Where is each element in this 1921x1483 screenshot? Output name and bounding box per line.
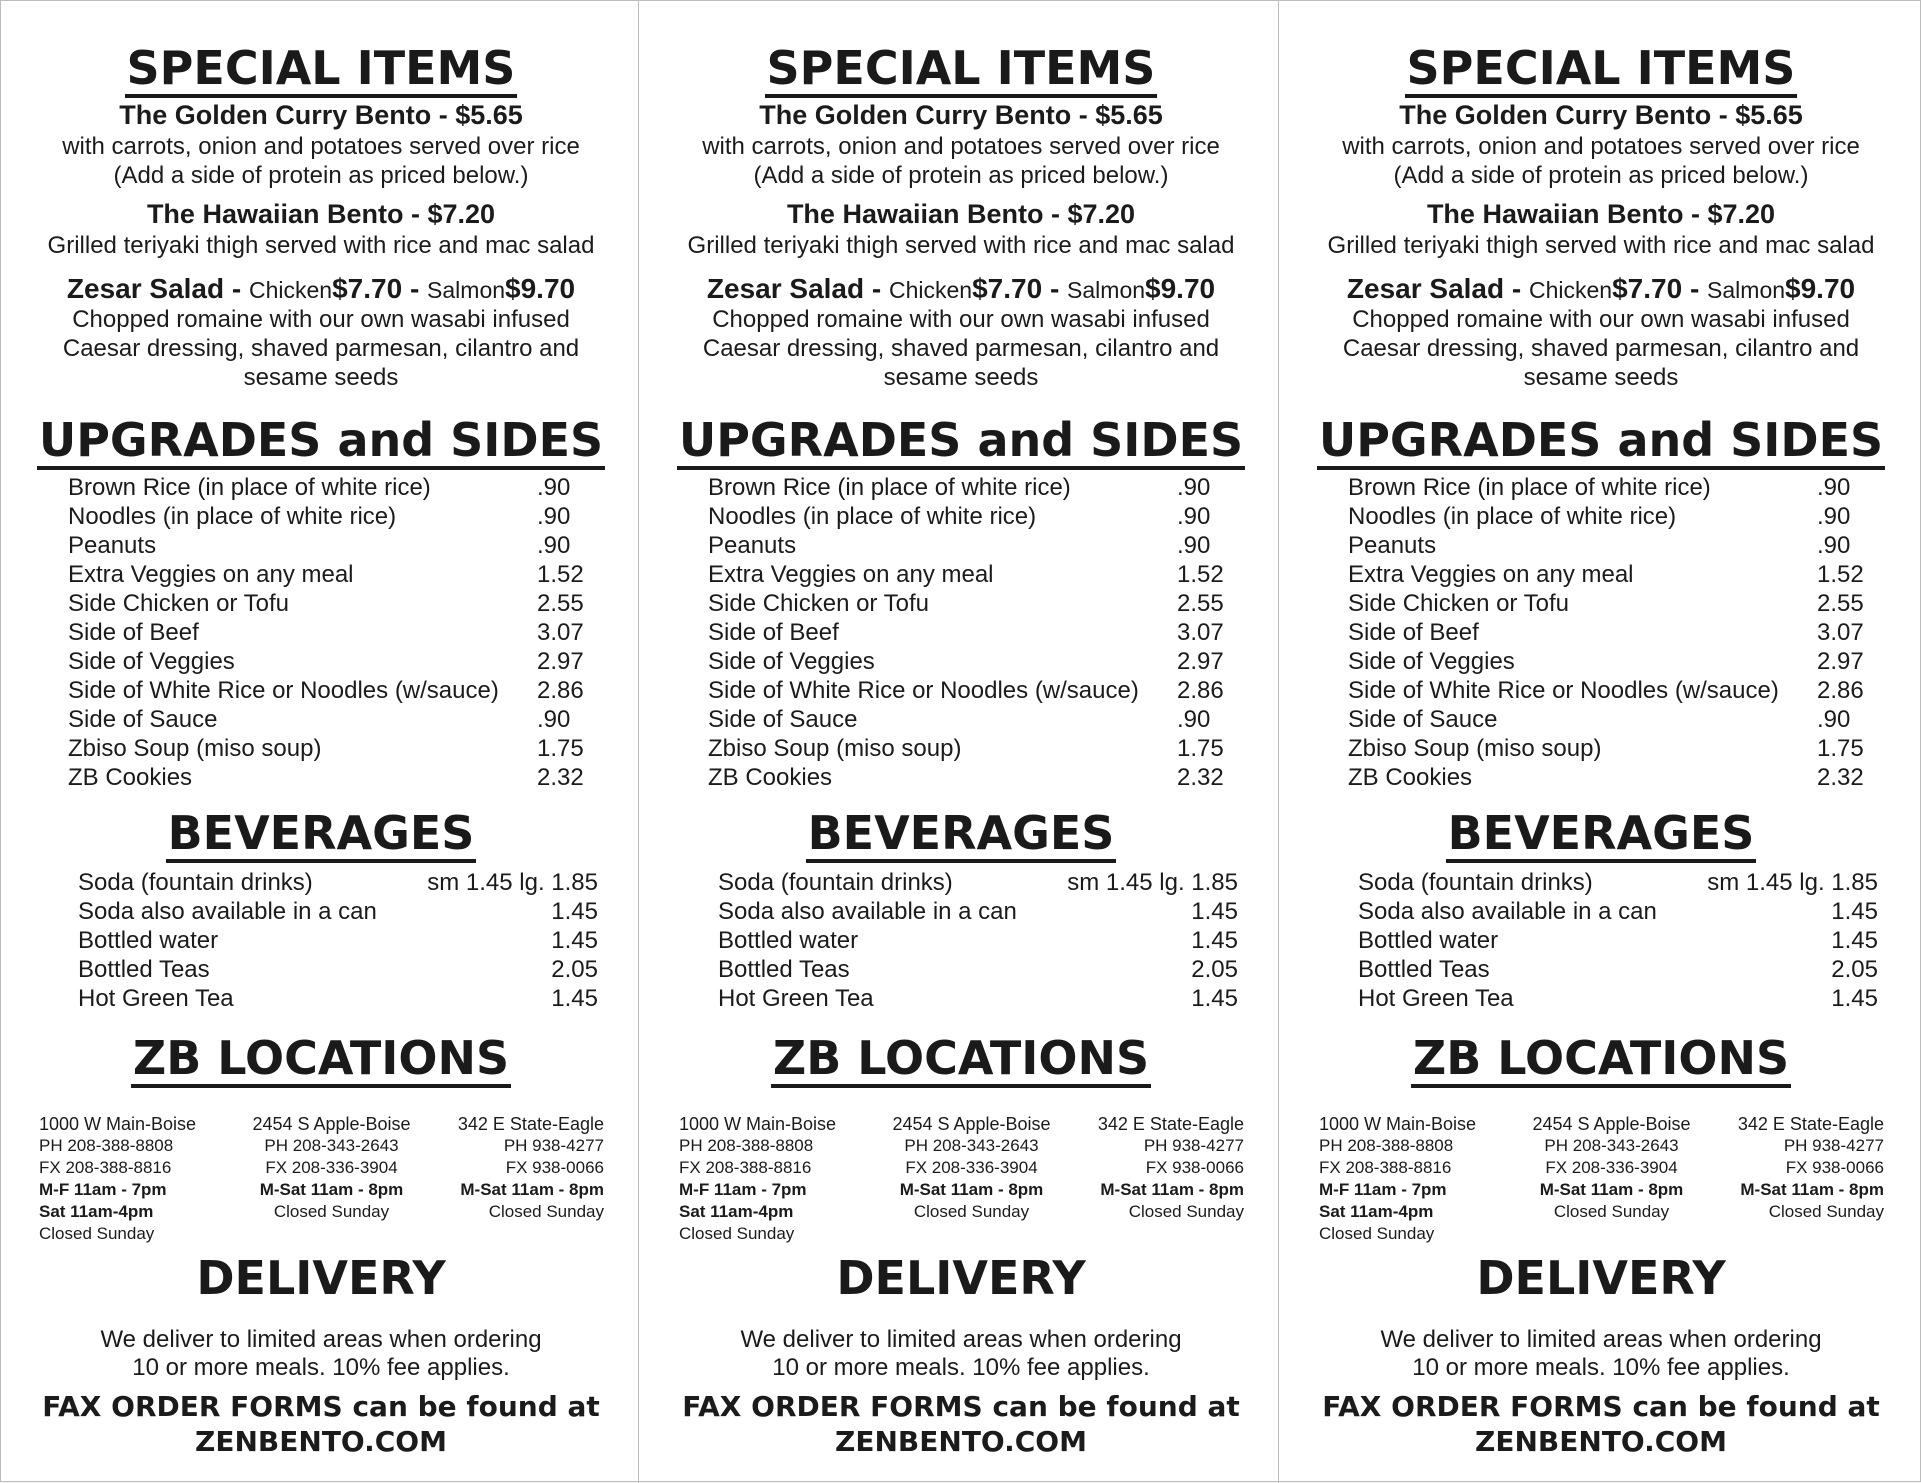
side-item — [68, 734, 608, 763]
side-item — [1348, 589, 1888, 618]
location-state-eagle — [1719, 1113, 1884, 1223]
location-hours: M-Sat 11am - 8pm — [899, 1180, 1044, 1199]
location-fax: FX 938-0066 — [505, 1158, 604, 1177]
side-item — [1348, 734, 1888, 763]
zesar-desc-2: Caesar dressing, shaved parmesan, cilantro and — [62, 335, 580, 362]
beverage-price: 2.05 — [551, 956, 598, 983]
beverage-item — [78, 984, 598, 1013]
side-item-name: Extra Veggies on any meal — [1348, 561, 1634, 588]
zesar-salmon-label: Salmon — [427, 277, 506, 303]
beverage-price: sm 1.45 lg. 1.85 — [427, 869, 598, 896]
special-items-heading: SPECIAL ITEMS — [641, 41, 1281, 98]
beverage-price: 2.05 — [1831, 956, 1878, 983]
zb-locations-heading: ZB LOCATIONS — [641, 1031, 1281, 1088]
side-item-price: 2.55 — [1177, 590, 1224, 617]
beverage-price: 1.45 — [1831, 985, 1878, 1012]
zesar-desc-1: Chopped romaine with our own wasabi infused — [72, 306, 570, 333]
side-item-name: Side Chicken or Tofu — [68, 590, 290, 617]
location-name: 1000 W Main-Boise — [1319, 1114, 1477, 1134]
beverages-list — [718, 868, 1238, 1013]
location-fax: FX 208-336-3904 — [1545, 1158, 1678, 1177]
side-item-name: Side Chicken or Tofu — [1348, 590, 1570, 617]
location-phone: PH 208-388-8808 — [679, 1136, 814, 1155]
location-fax: FX 208-336-3904 — [905, 1158, 1038, 1177]
side-item-name: Peanuts — [68, 532, 157, 559]
upgrades-sides-heading: UPGRADES and SIDES — [641, 413, 1281, 470]
location-apple-boise — [239, 1113, 424, 1223]
beverage-item — [1358, 897, 1878, 926]
delivery-line-1: We deliver to limited areas when ordering — [100, 1326, 542, 1353]
location-hours-weekday: M-F 11am - 7pm — [39, 1180, 167, 1199]
location-phone: PH 208-343-2643 — [1544, 1136, 1679, 1155]
side-item-name: Side Chicken or Tofu — [708, 590, 930, 617]
side-item-name: Extra Veggies on any meal — [68, 561, 354, 588]
menu-panel-2 — [641, 1, 1279, 1483]
side-item-name: Side of Beef — [68, 619, 199, 646]
location-name: 342 E State-Eagle — [1737, 1114, 1884, 1134]
location-apple-boise — [879, 1113, 1064, 1223]
side-item-price: .90 — [1817, 503, 1851, 530]
location-main-boise — [39, 1113, 196, 1245]
location-hours-saturday: Sat 11am-4pm — [1319, 1202, 1434, 1221]
location-name: 2454 S Apple-Boise — [1532, 1114, 1691, 1134]
side-item-price: 1.75 — [1177, 735, 1224, 762]
website-link[interactable]: ZENBENTO.COM — [835, 1425, 1087, 1458]
side-item-price: .90 — [1177, 706, 1211, 733]
fax-order-line: FAX ORDER FORMS can be found at — [42, 1390, 600, 1423]
side-item-name: Side of Veggies — [1348, 648, 1515, 675]
side-item-name: Side of White Rice or Noodles (w/sauce) — [1348, 677, 1779, 704]
side-item-price: .90 — [1817, 532, 1851, 559]
beverage-name: Soda (fountain drinks) — [78, 869, 313, 896]
location-closed: Closed Sunday — [273, 1202, 390, 1221]
zesar-desc-3: sesame seeds — [1523, 364, 1679, 391]
side-item — [68, 473, 608, 502]
side-item — [68, 560, 608, 589]
zesar-salmon-price: $9.70 — [1785, 273, 1856, 304]
side-item-name: Noodles (in place of white rice) — [1348, 503, 1677, 530]
fax-order-note — [1, 1389, 641, 1459]
menu-panel-3 — [1281, 1, 1919, 1483]
location-closed: Closed Sunday — [1768, 1202, 1884, 1221]
location-phone: PH 208-343-2643 — [264, 1136, 399, 1155]
fax-order-line: FAX ORDER FORMS can be found at — [1322, 1390, 1880, 1423]
zesar-salad-name: Zesar Salad - — [1346, 273, 1529, 304]
beverage-price: 1.45 — [1191, 985, 1238, 1012]
side-item-price: 1.52 — [1817, 561, 1864, 588]
upgrades-sides-list — [708, 473, 1248, 792]
location-name: 2454 S Apple-Boise — [252, 1114, 411, 1134]
side-item — [708, 734, 1248, 763]
beverage-item — [1358, 984, 1878, 1013]
side-item-name: Brown Rice (in place of white rice) — [708, 474, 1071, 501]
side-item-price: 2.55 — [1817, 590, 1864, 617]
beverage-price: 1.45 — [1191, 927, 1238, 954]
side-item-price: 3.07 — [1177, 619, 1224, 646]
side-item — [68, 676, 608, 705]
beverage-item — [718, 868, 1238, 897]
side-item-name: Peanuts — [708, 532, 797, 559]
side-item-name: Zbiso Soup (miso soup) — [708, 735, 962, 762]
side-item-name: ZB Cookies — [708, 764, 833, 791]
beverage-item — [1358, 868, 1878, 897]
location-closed: Closed Sunday — [39, 1224, 155, 1243]
curry-bento-title: The Golden Curry Bento - $5.65 — [1399, 100, 1803, 130]
side-item-price: 2.55 — [537, 590, 584, 617]
hawaiian-bento-title: The Hawaiian Bento - $7.20 — [146, 199, 496, 229]
side-item-price: 2.32 — [1177, 764, 1224, 791]
delivery-line-2: 10 or more meals. 10% fee applies. — [772, 1354, 1150, 1381]
side-item-name: Brown Rice (in place of white rice) — [68, 474, 431, 501]
delivery-text — [641, 1326, 1281, 1382]
fax-order-note — [1281, 1389, 1921, 1459]
hawaiian-bento-title: The Hawaiian Bento - $7.20 — [1426, 199, 1776, 229]
beverage-name: Bottled water — [1358, 927, 1499, 954]
beverages-list — [1358, 868, 1878, 1013]
side-item — [1348, 705, 1888, 734]
beverage-item — [78, 955, 598, 984]
side-item-price: .90 — [1817, 706, 1851, 733]
upgrades-sides-heading: UPGRADES and SIDES — [1, 413, 641, 470]
side-item-name: Side of White Rice or Noodles (w/sauce) — [68, 677, 499, 704]
zesar-chicken-label: Chicken — [1528, 277, 1613, 303]
zesar-salmon-price: $9.70 — [1145, 273, 1216, 304]
side-item — [708, 589, 1248, 618]
location-hours-saturday: Sat 11am-4pm — [39, 1202, 154, 1221]
beverage-price: 1.45 — [1831, 898, 1878, 925]
zesar-desc-1: Chopped romaine with our own wasabi infused — [712, 306, 1210, 333]
website-link[interactable]: ZENBENTO.COM — [195, 1425, 447, 1458]
side-item-name: ZB Cookies — [68, 764, 193, 791]
side-item-name: Side of Veggies — [708, 648, 875, 675]
location-name: 1000 W Main-Boise — [679, 1114, 837, 1134]
beverage-name: Soda (fountain drinks) — [1358, 869, 1593, 896]
zesar-salad-name: Zesar Salad - — [706, 273, 889, 304]
beverages-heading: BEVERAGES — [1, 806, 641, 863]
side-item — [68, 705, 608, 734]
location-fax: FX 208-388-8816 — [1319, 1158, 1452, 1177]
side-item-price: .90 — [1177, 532, 1211, 559]
location-hours: M-Sat 11am - 8pm — [460, 1180, 604, 1199]
location-closed: Closed Sunday — [913, 1202, 1030, 1221]
upgrades-sides-list — [1348, 473, 1888, 792]
location-hours: M-Sat 11am - 8pm — [1100, 1180, 1244, 1199]
curry-bento-desc-1: with carrots, onion and potatoes served over rice — [702, 133, 1220, 160]
side-item-price: 1.75 — [537, 735, 584, 762]
location-fax: FX 208-336-3904 — [265, 1158, 398, 1177]
location-fax: FX 208-388-8816 — [39, 1158, 172, 1177]
location-closed: Closed Sunday — [1553, 1202, 1670, 1221]
side-item — [708, 531, 1248, 560]
delivery-line-2: 10 or more meals. 10% fee applies. — [1412, 1354, 1790, 1381]
side-item-price: 2.86 — [1817, 677, 1864, 704]
beverage-name: Hot Green Tea — [718, 985, 874, 1012]
zesar-chicken-label: Chicken — [888, 277, 973, 303]
curry-bento-desc-1: with carrots, onion and potatoes served over rice — [1342, 133, 1860, 160]
curry-bento-title: The Golden Curry Bento - $5.65 — [759, 100, 1163, 130]
beverage-price: 1.45 — [1831, 927, 1878, 954]
special-items-heading: SPECIAL ITEMS — [1281, 41, 1921, 98]
hawaiian-bento-desc: Grilled teriyaki thigh served with rice and mac salad — [687, 232, 1235, 259]
location-phone: PH 208-388-8808 — [39, 1136, 174, 1155]
delivery-heading: DELIVERY — [836, 1251, 1086, 1305]
zb-locations-heading: ZB LOCATIONS — [1, 1031, 641, 1088]
location-apple-boise — [1519, 1113, 1704, 1223]
side-item — [708, 473, 1248, 502]
location-closed: Closed Sunday — [1319, 1224, 1435, 1243]
side-item-name: Zbiso Soup (miso soup) — [1348, 735, 1602, 762]
side-item — [708, 676, 1248, 705]
beverage-item — [1358, 926, 1878, 955]
fax-order-note — [641, 1389, 1281, 1459]
beverage-name: Bottled Teas — [718, 956, 850, 983]
location-hours: M-Sat 11am - 8pm — [1740, 1180, 1884, 1199]
side-item-name: Side of Veggies — [68, 648, 235, 675]
beverage-name: Bottled Teas — [78, 956, 210, 983]
curry-bento-desc-2: (Add a side of protein as priced below.) — [1393, 162, 1809, 189]
side-item-name: Side of Beef — [708, 619, 839, 646]
zesar-chicken-price: $7.70 - — [332, 273, 428, 304]
side-item-price: 3.07 — [537, 619, 584, 646]
side-item-price: 2.86 — [537, 677, 584, 704]
zesar-salad-name: Zesar Salad - — [66, 273, 249, 304]
location-hours-saturday: Sat 11am-4pm — [679, 1202, 794, 1221]
side-item-name: Extra Veggies on any meal — [708, 561, 994, 588]
location-hours-weekday: M-F 11am - 7pm — [679, 1180, 807, 1199]
location-fax: FX 208-388-8816 — [679, 1158, 812, 1177]
zesar-salad-title — [1281, 274, 1921, 305]
delivery-text — [1, 1326, 641, 1382]
menu-panel-1 — [1, 1, 639, 1483]
special-items-heading: SPECIAL ITEMS — [1, 41, 641, 98]
side-item-price: 2.86 — [1177, 677, 1224, 704]
side-item-price: 2.32 — [1817, 764, 1864, 791]
delivery-text — [1281, 1326, 1921, 1382]
zesar-desc-2: Caesar dressing, shaved parmesan, cilantro and — [1342, 335, 1860, 362]
zesar-chicken-label: Chicken — [248, 277, 333, 303]
beverage-price: 1.45 — [551, 927, 598, 954]
hawaiian-bento-desc: Grilled teriyaki thigh served with rice and mac salad — [1327, 232, 1875, 259]
beverage-name: Hot Green Tea — [1358, 985, 1514, 1012]
side-item — [1348, 502, 1888, 531]
side-item-name: Noodles (in place of white rice) — [708, 503, 1037, 530]
beverage-price: 1.45 — [551, 898, 598, 925]
zesar-salmon-label: Salmon — [1067, 277, 1146, 303]
side-item-price: .90 — [537, 474, 571, 501]
side-item-name: Side of Sauce — [708, 706, 858, 733]
website-link[interactable]: ZENBENTO.COM — [1475, 1425, 1727, 1458]
beverage-item — [718, 897, 1238, 926]
side-item-price: 3.07 — [1817, 619, 1864, 646]
hawaiian-bento-title: The Hawaiian Bento - $7.20 — [786, 199, 1136, 229]
side-item-name: Zbiso Soup (miso soup) — [68, 735, 322, 762]
beverage-name: Bottled water — [718, 927, 859, 954]
curry-bento-desc-2: (Add a side of protein as priced below.) — [753, 162, 1169, 189]
side-item-price: 1.52 — [1177, 561, 1224, 588]
zesar-chicken-price: $7.70 - — [1612, 273, 1708, 304]
side-item — [708, 618, 1248, 647]
side-item-price: 1.75 — [1817, 735, 1864, 762]
beverages-heading: BEVERAGES — [1281, 806, 1921, 863]
zesar-desc-3: sesame seeds — [883, 364, 1039, 391]
zesar-salad-title — [641, 274, 1281, 305]
beverage-item — [1358, 955, 1878, 984]
location-closed: Closed Sunday — [679, 1224, 795, 1243]
zesar-salad-title — [1, 274, 641, 305]
side-item — [68, 502, 608, 531]
fax-order-line: FAX ORDER FORMS can be found at — [682, 1390, 1240, 1423]
side-item-price: .90 — [537, 532, 571, 559]
side-item — [708, 705, 1248, 734]
beverage-item — [78, 926, 598, 955]
location-main-boise — [1319, 1113, 1476, 1245]
side-item — [708, 560, 1248, 589]
side-item — [68, 618, 608, 647]
beverage-name: Soda also available in a can — [718, 898, 1017, 925]
side-item-name: Side of Sauce — [1348, 706, 1498, 733]
delivery-heading: DELIVERY — [1476, 1251, 1726, 1305]
side-item-price: .90 — [1177, 503, 1211, 530]
beverage-item — [78, 897, 598, 926]
beverage-name: Bottled water — [78, 927, 219, 954]
side-item-price: .90 — [1177, 474, 1211, 501]
side-item — [708, 763, 1248, 792]
beverage-name: Soda (fountain drinks) — [718, 869, 953, 896]
location-phone: PH 938-4277 — [503, 1136, 604, 1155]
side-item — [1348, 763, 1888, 792]
zesar-salmon-label: Salmon — [1707, 277, 1786, 303]
side-item — [68, 589, 608, 618]
side-item — [1348, 676, 1888, 705]
side-item-name: Side of Beef — [1348, 619, 1479, 646]
zb-locations-heading: ZB LOCATIONS — [1281, 1031, 1921, 1088]
side-item-price: 2.97 — [537, 648, 584, 675]
zesar-desc-1: Chopped romaine with our own wasabi infused — [1352, 306, 1850, 333]
hawaiian-bento-desc: Grilled teriyaki thigh served with rice and mac salad — [47, 232, 595, 259]
side-item-price: 2.32 — [537, 764, 584, 791]
location-phone: PH 938-4277 — [1143, 1136, 1244, 1155]
beverages-heading: BEVERAGES — [641, 806, 1281, 863]
location-name: 1000 W Main-Boise — [39, 1114, 197, 1134]
side-item — [708, 502, 1248, 531]
beverage-item — [718, 955, 1238, 984]
side-item-price: 2.97 — [1817, 648, 1864, 675]
location-closed: Closed Sunday — [488, 1202, 604, 1221]
beverage-price: 1.45 — [1191, 898, 1238, 925]
side-item-name: Peanuts — [1348, 532, 1437, 559]
side-item-price: 2.97 — [1177, 648, 1224, 675]
location-fax: FX 938-0066 — [1145, 1158, 1244, 1177]
location-phone: PH 938-4277 — [1783, 1136, 1884, 1155]
side-item-name: ZB Cookies — [1348, 764, 1473, 791]
location-name: 2454 S Apple-Boise — [892, 1114, 1051, 1134]
beverage-name: Bottled Teas — [1358, 956, 1490, 983]
location-fax: FX 938-0066 — [1785, 1158, 1884, 1177]
location-main-boise — [679, 1113, 836, 1245]
side-item — [1348, 560, 1888, 589]
zesar-salmon-price: $9.70 — [505, 273, 576, 304]
location-state-eagle — [1079, 1113, 1244, 1223]
side-item-price: .90 — [1817, 474, 1851, 501]
side-item — [1348, 647, 1888, 676]
beverage-item — [718, 984, 1238, 1013]
location-name: 342 E State-Eagle — [1097, 1114, 1244, 1134]
location-phone: PH 208-388-8808 — [1319, 1136, 1454, 1155]
side-item-price: 1.52 — [537, 561, 584, 588]
location-closed: Closed Sunday — [1128, 1202, 1244, 1221]
beverages-list — [78, 868, 598, 1013]
beverage-price: 2.05 — [1191, 956, 1238, 983]
side-item-name: Side of Sauce — [68, 706, 218, 733]
side-item — [68, 763, 608, 792]
side-item — [1348, 618, 1888, 647]
delivery-line-2: 10 or more meals. 10% fee applies. — [132, 1354, 510, 1381]
location-hours: M-Sat 11am - 8pm — [259, 1180, 404, 1199]
delivery-line-1: We deliver to limited areas when ordering — [1380, 1326, 1822, 1353]
side-item-price: .90 — [537, 706, 571, 733]
side-item-price: .90 — [537, 503, 571, 530]
side-item — [708, 647, 1248, 676]
side-item — [68, 531, 608, 560]
zesar-desc-2: Caesar dressing, shaved parmesan, cilantro and — [702, 335, 1220, 362]
curry-bento-desc-1: with carrots, onion and potatoes served over rice — [62, 133, 580, 160]
zesar-chicken-price: $7.70 - — [972, 273, 1068, 304]
side-item-name: Noodles (in place of white rice) — [68, 503, 397, 530]
delivery-line-1: We deliver to limited areas when ordering — [740, 1326, 1182, 1353]
side-item — [1348, 531, 1888, 560]
beverage-name: Soda also available in a can — [78, 898, 377, 925]
location-phone: PH 208-343-2643 — [904, 1136, 1039, 1155]
upgrades-sides-heading: UPGRADES and SIDES — [1281, 413, 1921, 470]
location-hours: M-Sat 11am - 8pm — [1539, 1180, 1684, 1199]
location-hours-weekday: M-F 11am - 7pm — [1319, 1180, 1447, 1199]
beverage-price: sm 1.45 lg. 1.85 — [1707, 869, 1878, 896]
beverage-item — [718, 926, 1238, 955]
curry-bento-desc-2: (Add a side of protein as priced below.) — [113, 162, 529, 189]
location-name: 342 E State-Eagle — [457, 1114, 604, 1134]
side-item — [1348, 473, 1888, 502]
beverage-price: sm 1.45 lg. 1.85 — [1067, 869, 1238, 896]
delivery-heading: DELIVERY — [196, 1251, 446, 1305]
side-item-name: Brown Rice (in place of white rice) — [1348, 474, 1711, 501]
beverage-item — [78, 868, 598, 897]
side-item-name: Side of White Rice or Noodles (w/sauce) — [708, 677, 1139, 704]
upgrades-sides-list — [68, 473, 608, 792]
curry-bento-title: The Golden Curry Bento - $5.65 — [119, 100, 523, 130]
zesar-desc-3: sesame seeds — [243, 364, 399, 391]
side-item — [68, 647, 608, 676]
location-state-eagle — [439, 1113, 604, 1223]
beverage-price: 1.45 — [551, 985, 598, 1012]
beverage-name: Soda also available in a can — [1358, 898, 1657, 925]
beverage-name: Hot Green Tea — [78, 985, 234, 1012]
